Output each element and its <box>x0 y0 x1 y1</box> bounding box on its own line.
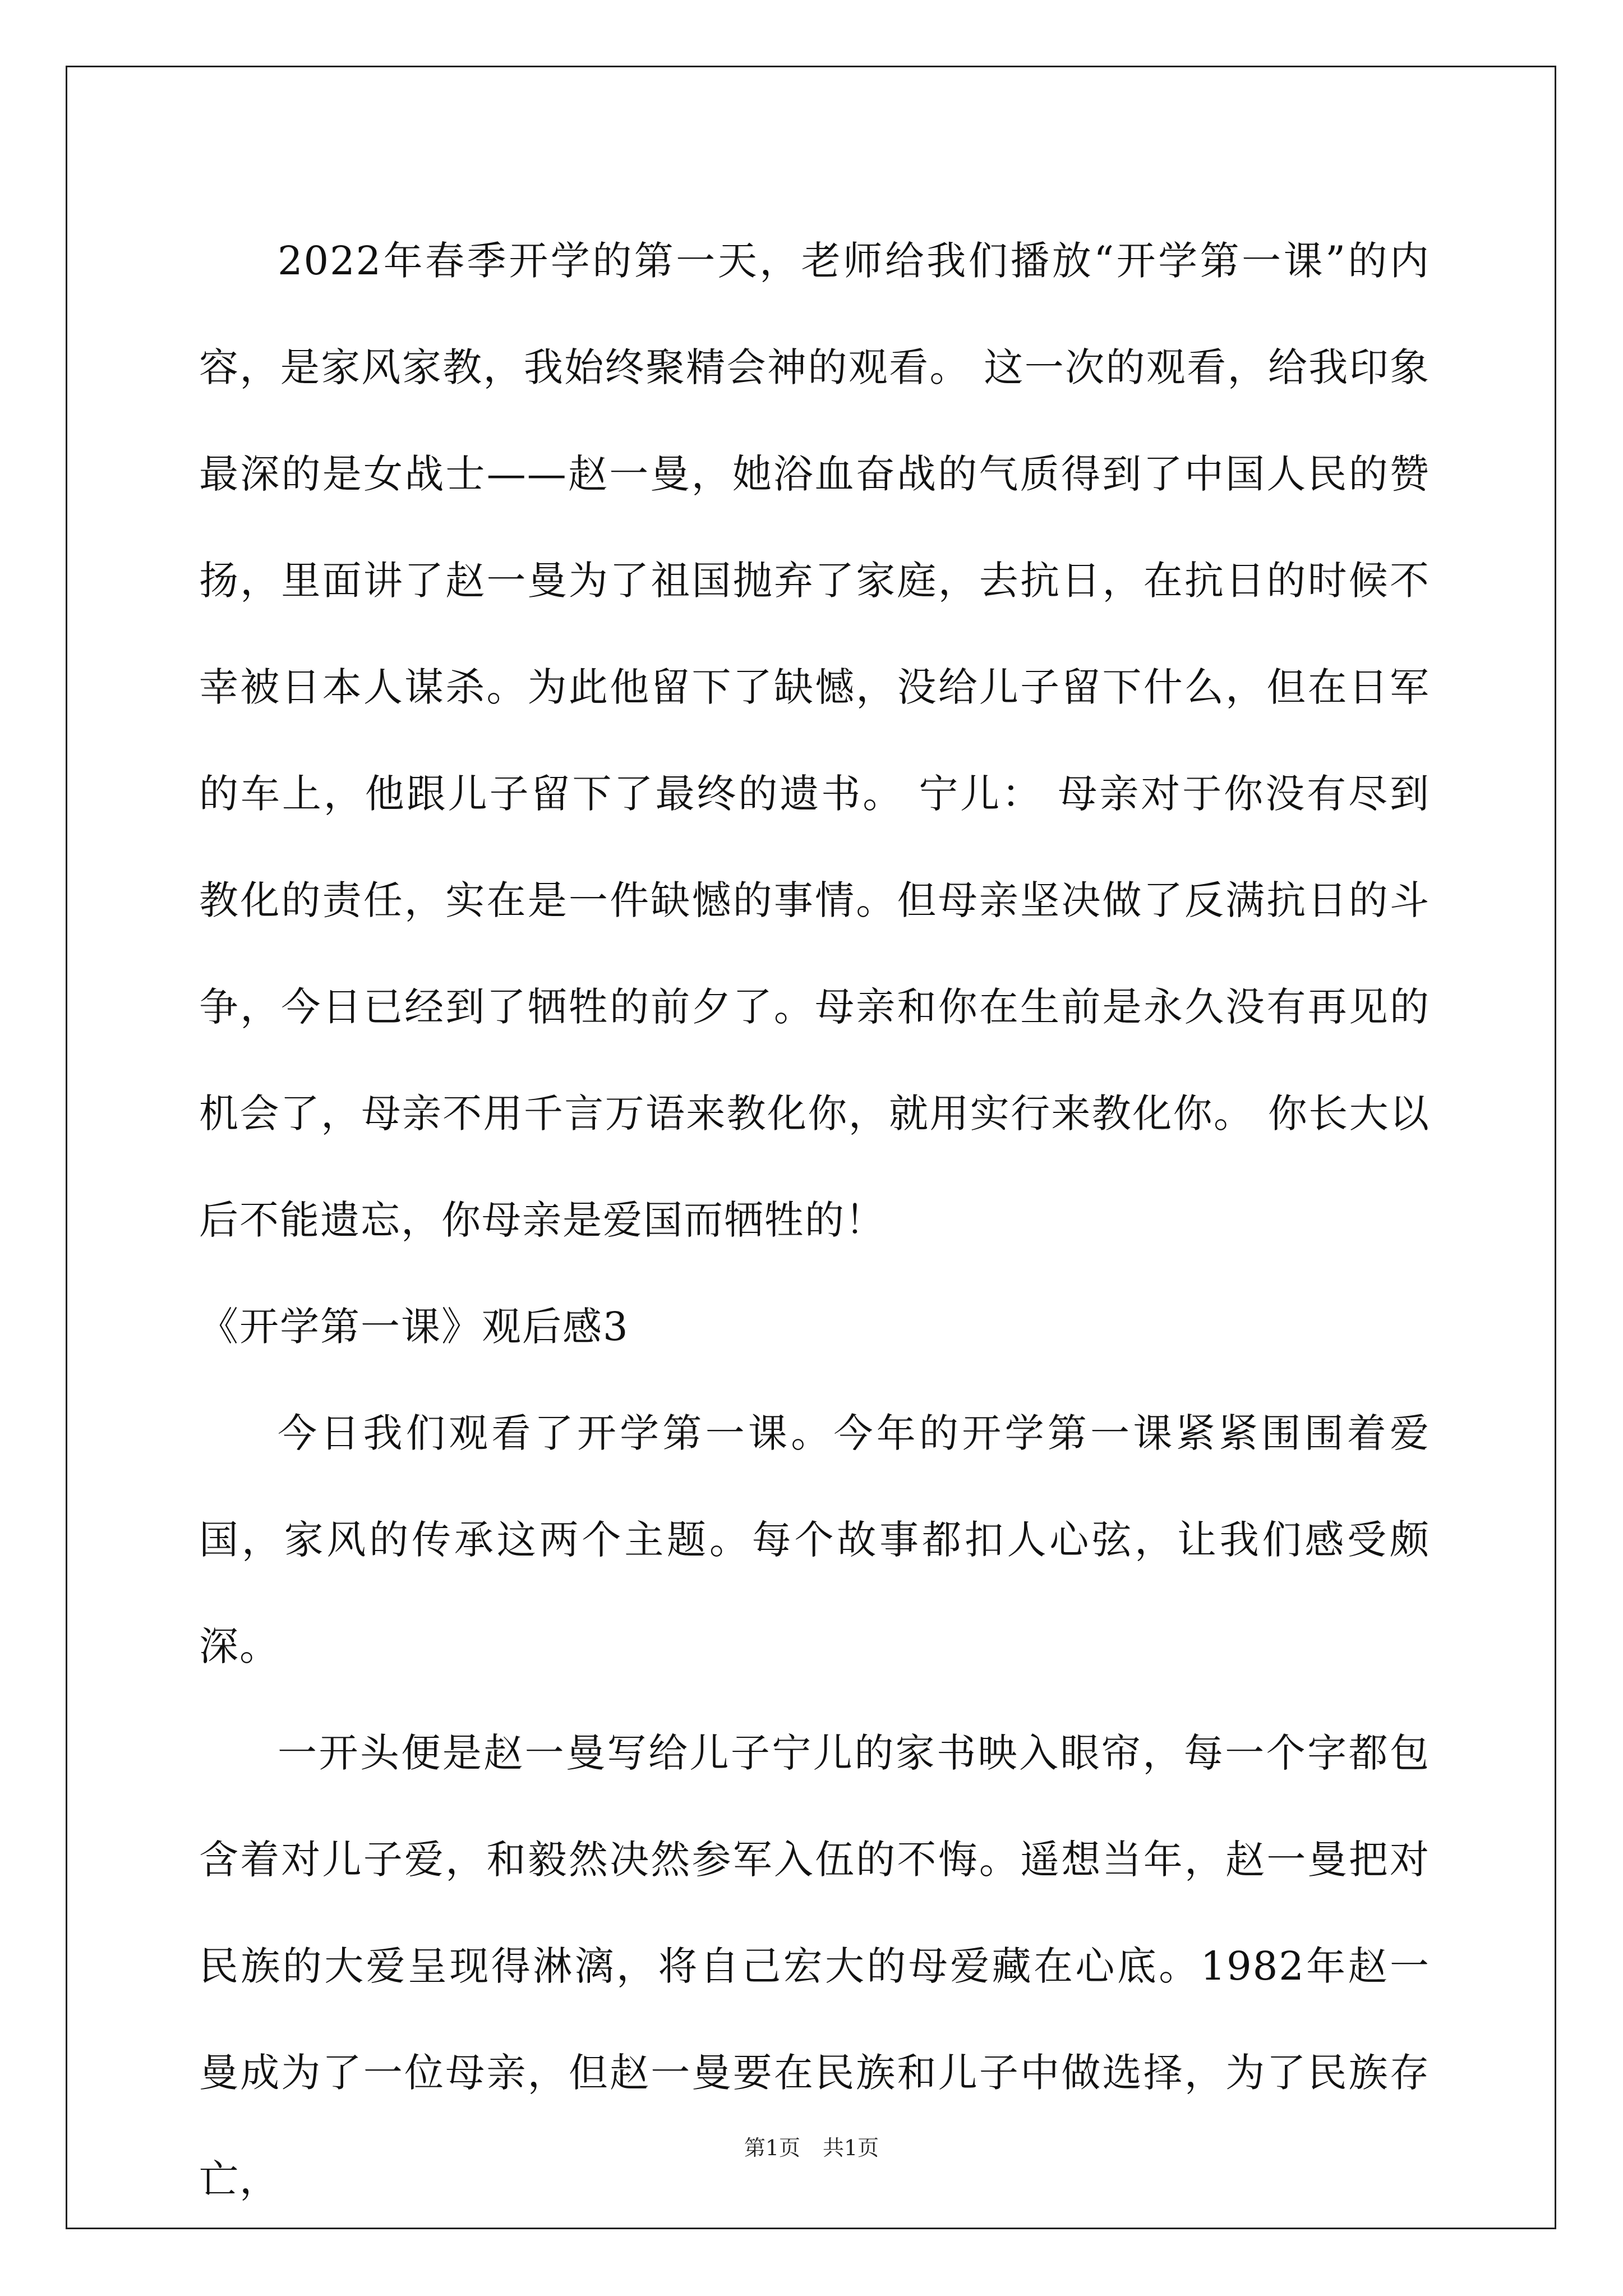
page-number: 第1页 <box>744 2136 800 2160</box>
section-heading: 《开学第一课》观后感3 <box>199 1304 629 1350</box>
paragraph-2: 今日我们观看了开学第一课。今年的开学第一课紧紧围围着爱国，家风的传承这两个主题。每个故事都扣人心弦，让我们感受颇深。 <box>199 1410 1430 1669</box>
page-total: 共1页 <box>823 2136 879 2160</box>
document-body <box>199 208 1430 2233</box>
paragraph-3: 一开头便是赵一曼写给儿子宁儿的家书映入眼帘，每一个字都包含着对儿子爱，和毅然决然参军入伍的不悔。遥想当年，赵一曼把对民族的大爱呈现得淋漓，将自己宏大的母爱藏在心底。1982年赵一曼成为了一位母亲，但赵一曼要在民族和儿子中做选择，为了民族存亡， <box>199 1730 1430 2202</box>
paragraph-1: 2022年春季开学的第一天，老师给我们播放“开学第一课”的内容，是家风家教，我始终聚精会神的观看。 这一次的观看，给我印象最深的是女战士——赵一曼，她浴血奋战的气质得到了中国人民的赞扬，里面讲了赵一曼为了祖国抛弃了家庭，去抗日，在抗日的时候不幸被日本人谋杀。为此他留下了缺憾，没给儿子留下什么，但在日军的车上，他跟儿子留下了最终的遗书。 宁儿： 母亲对于你没有尽到教化的责任，实在是一件缺憾的事情。但母亲坚决做了反满抗日的斗争，今日已经到了牺牲的前夕了。母亲和你在生前是永久没有再见的机会了，母亲不用千言万语来教化你，就用实行来教化你。 你长大以后不能遗忘，你母亲是爱国而牺牲的！ <box>199 238 1430 1243</box>
page-footer <box>0 2134 1623 2162</box>
